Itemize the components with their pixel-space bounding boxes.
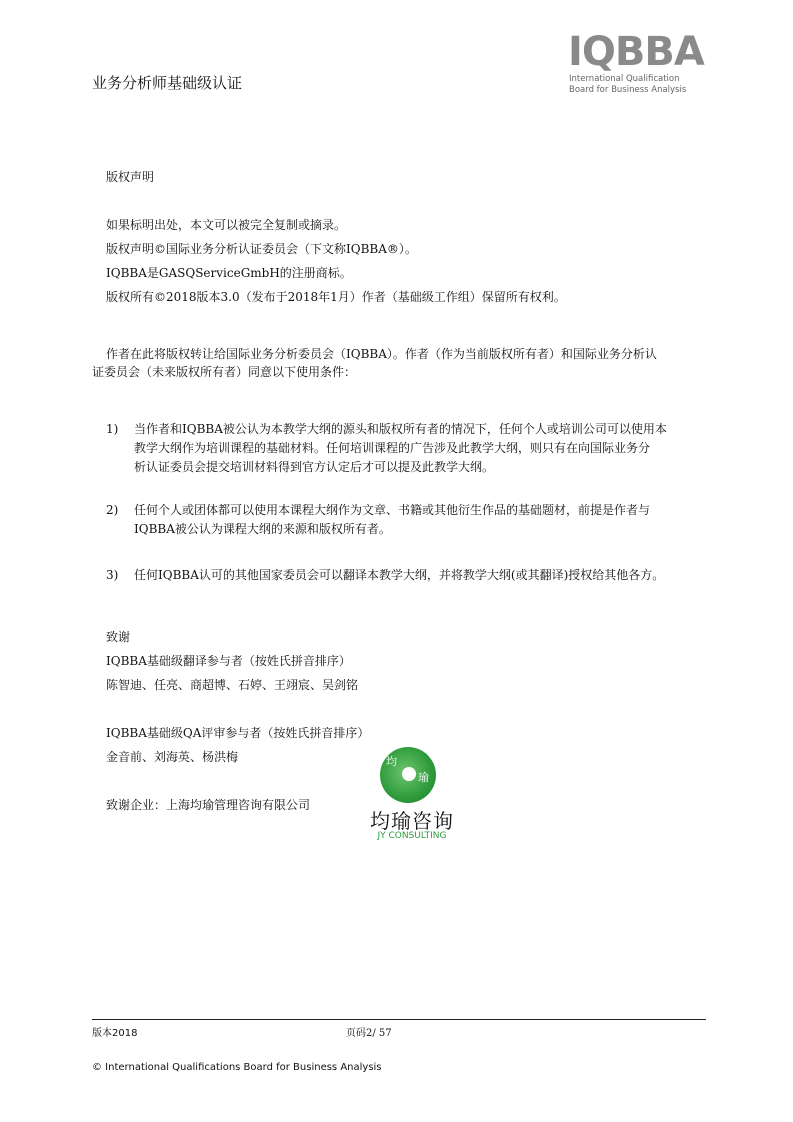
item-number: 3) [106,568,119,582]
translation-names: 陈智迪、任亮、商超博、石婷、王翊宸、吴剑铭 [106,678,359,692]
logo-mark: IQBBA [568,29,704,75]
iqbba-logo [568,29,718,98]
item-line: 析认证委员会提交培训材料得到官方认定后才可以提及此教学大纲。 [134,460,495,474]
ack-heading: 致谢 [106,630,131,644]
copyright-line: 版权所有©2018版本3.0（发布于2018年1月）作者（基础级工作组）保留所有权利。 [106,290,566,304]
copyright-line: 版权声明©国际业务分析认证委员会（下文称IQBBA®）。 [106,242,417,256]
footer-page: 页码2/ 57 [346,1028,392,1039]
footer-version: 版本2018 [92,1028,138,1039]
translation-heading: IQBBA基础级翻译参与者（按姓氏拼音排序） [106,654,351,668]
item-line: 教学大纲作为培训课程的基础材料。任何培训课程的广告涉及此教学大纲，则只有在向国际业务分 [134,441,651,455]
intro-line: 证委员会（未来版权所有者）同意以下使用条件： [92,365,357,379]
jy-consulting-logo [357,745,467,845]
item-line: 任何IQBBA认可的其他国家委员会可以翻译本教学大纲，并将教学大纲(或其翻译)授权给其他各方。 [134,568,665,582]
qa-names: 金音前、刘海英、杨洪梅 [106,750,239,764]
item-number: 2) [106,503,119,517]
item-number: 1) [106,422,119,436]
jy-seal-icon [380,747,436,803]
logo-line2: Board for Business Analysis [569,85,687,95]
copyright-line: IQBBA是GASQServiceGmbH的注册商标。 [106,266,352,280]
copyright-line: 如果标明出处，本文可以被完全复制或摘录。 [106,218,347,232]
intro-line: 作者在此将版权转让给国际业务分析委员会（IQBBA）。作者（作为当前版权所有者）和国际业务分析认 [106,347,657,361]
logo-line1: International Qualification [569,74,680,84]
qa-heading: IQBBA基础级QA评审参与者（按姓氏拼音排序） [106,726,370,740]
item-line: 任何个人或团体都可以使用本课程大纲作为文章、书籍或其他衍生作品的基础题材，前提是作者与 [134,503,651,517]
jy-seal-dot [402,767,416,781]
copyright-heading: 版权声明 [106,170,155,184]
jy-name-cn: 均瑜咨询 [370,809,454,833]
sponsor-line: 致谢企业：上海均瑜管理咨询有限公司 [106,798,311,812]
item-line: 当作者和IQBBA被公认为本教学大纲的源头和版权所有者的情况下，任何个人或培训公司可以使用本 [134,422,667,436]
footer-copyright: © International Qualifications Board for Business Analysis [92,1062,382,1073]
jy-seal-char: 均 [386,755,397,768]
jy-seal-char: 瑜 [418,771,429,784]
jy-name-en: JY CONSULTING [377,831,447,841]
footer-divider [92,1019,706,1020]
header-title: 业务分析师基础级认证 [92,74,243,92]
item-line: IQBBA被公认为课程大纲的来源和版权所有者。 [134,522,391,536]
